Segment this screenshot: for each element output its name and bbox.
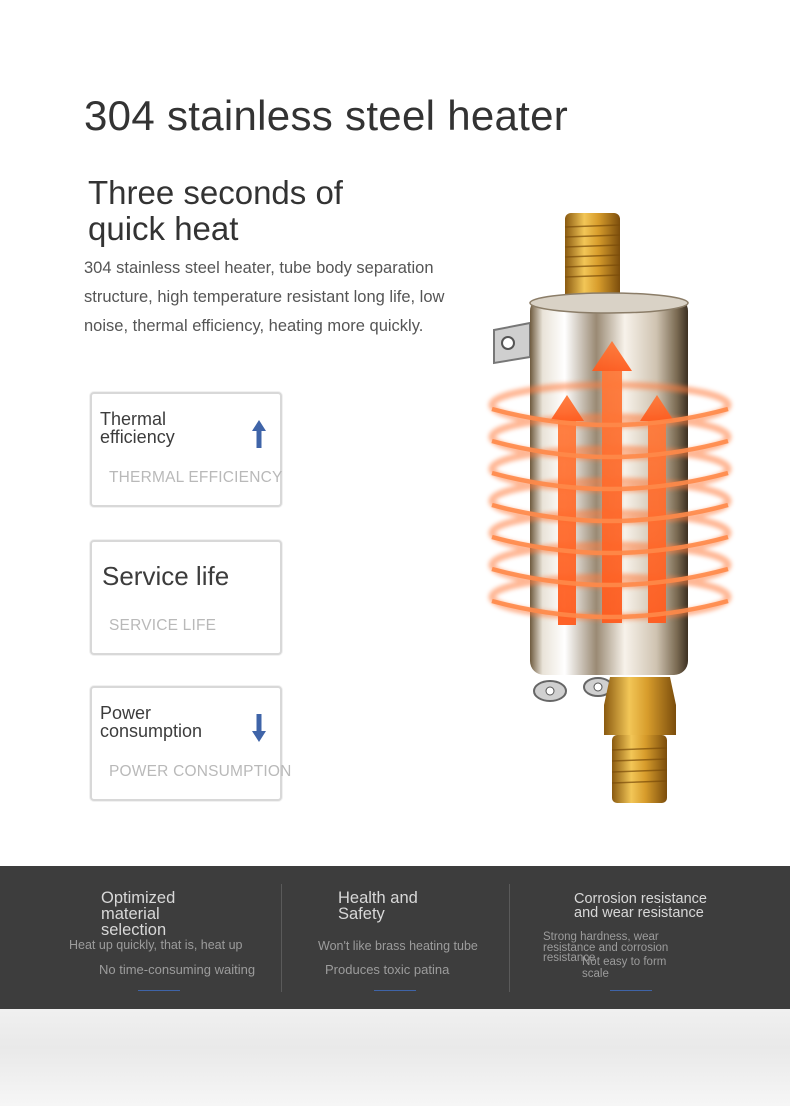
feature-underline <box>610 990 652 991</box>
subtitle-cut-line <box>88 210 239 250</box>
feature-heading: Corrosion resistance and wear resistance <box>574 891 707 921</box>
feature-underline <box>374 990 416 991</box>
feature-line-2: Produces toxic patina <box>325 962 450 977</box>
card-subtitle: SERVICE LIFE <box>109 617 217 634</box>
feature-heading: Health and Safety <box>338 889 418 923</box>
heater-illustration <box>470 205 750 815</box>
card-heading: Thermal efficiency <box>100 409 175 447</box>
page-subtitle: Three seconds of <box>88 174 343 211</box>
feature-card-power-consumption <box>90 686 292 801</box>
feature-card-thermal-efficiency <box>90 392 282 507</box>
feature-card-service-life <box>90 540 282 655</box>
feature-column-corrosion <box>510 866 790 1009</box>
card-heading: Power consumption <box>100 703 203 741</box>
feature-column-health <box>282 866 509 1009</box>
feature-line-1: Strong hardness, wear resistance and corrosion resistance <box>543 931 669 964</box>
feature-line-2: No time-consuming waiting <box>99 962 256 977</box>
feature-underline <box>138 990 180 991</box>
subtitle-cut-text: quick heat <box>88 210 239 247</box>
arrow-up-icon <box>252 420 266 448</box>
product-description: 304 stainless steel heater, tube body separation structure, high temperature resistant long life, low noise, thermal efficiency, heating more quickly. <box>84 259 445 335</box>
feature-column-material <box>0 866 282 1009</box>
card-subtitle: POWER CONSUMPTION <box>109 763 292 780</box>
card-subtitle: THERMAL EFFICIENCY <box>109 469 283 486</box>
page-title: 304 stainless steel heater <box>84 92 569 139</box>
feature-heading: Optimized material selection <box>101 889 176 939</box>
arrow-down-icon <box>252 714 266 742</box>
feature-line-2: Not easy to form scale <box>582 956 667 980</box>
features-band <box>0 866 790 1009</box>
feature-line-1: Won't like brass heating tube <box>318 939 478 953</box>
feature-line-1: Heat up quickly, that is, heat up <box>69 938 243 952</box>
card-heading: Service life <box>102 561 230 591</box>
bottom-backdrop <box>0 1009 790 1106</box>
